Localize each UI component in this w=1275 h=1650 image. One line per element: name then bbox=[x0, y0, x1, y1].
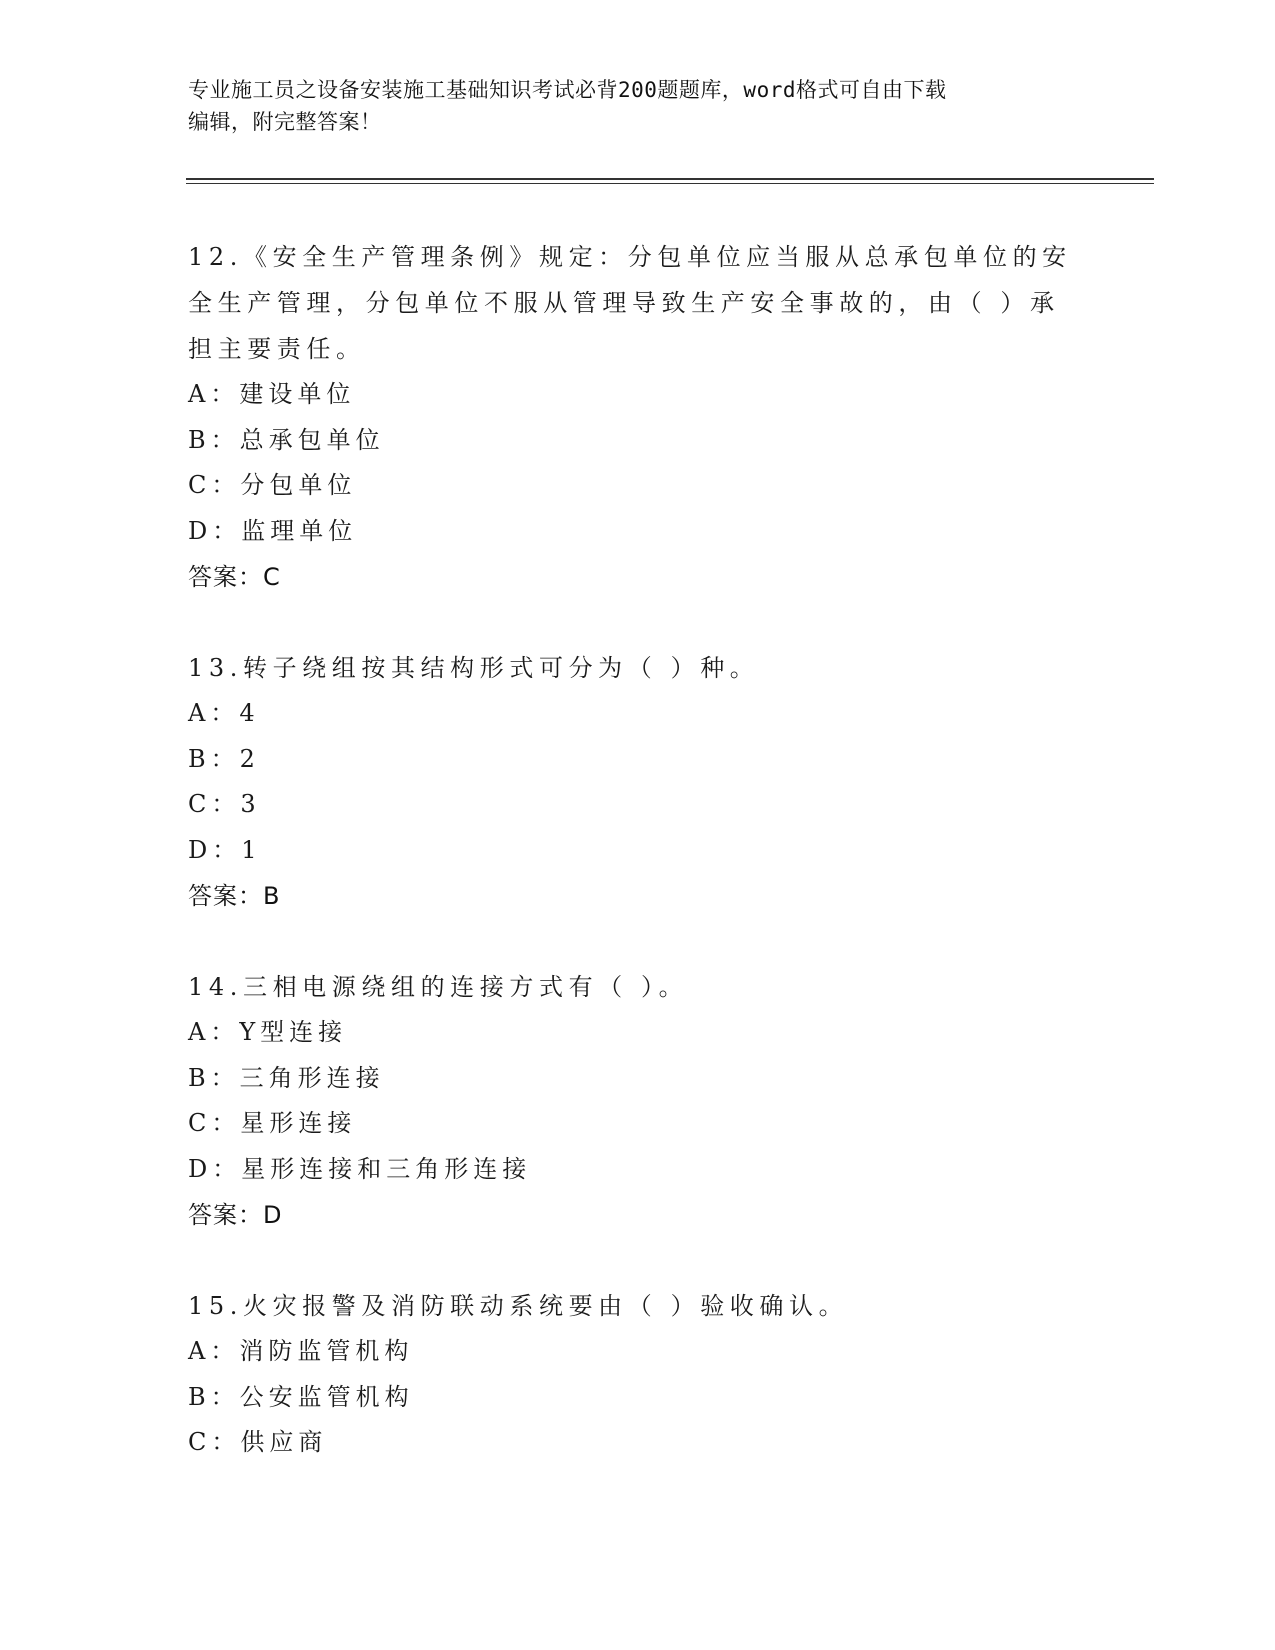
option-b: B：公安监管机构 bbox=[188, 1382, 414, 1411]
question-text: 13.转子绕组按其结构形式可分为（ ）种。 bbox=[188, 654, 760, 682]
header-divider-thin bbox=[186, 183, 1154, 184]
option-d: D：1 bbox=[188, 835, 262, 864]
option-b: B：总承包单位 bbox=[188, 425, 385, 454]
option-a: A：建设单位 bbox=[188, 380, 356, 408]
question-13 bbox=[188, 645, 1088, 919]
answer-label: 答案：D bbox=[188, 1201, 283, 1229]
question-text: 14.三相电源绕组的连接方式有（ ）。 bbox=[188, 973, 689, 1001]
question-list bbox=[188, 234, 1088, 1466]
option-d: D：星形连接和三角形连接 bbox=[188, 1154, 532, 1183]
option-c: C：供应商 bbox=[188, 1428, 328, 1456]
question-15 bbox=[188, 1283, 1088, 1466]
answer-label: 答案：B bbox=[188, 882, 281, 910]
option-a: A：Y型连接 bbox=[188, 1018, 348, 1046]
option-a: A：4 bbox=[188, 699, 260, 727]
document-header bbox=[188, 74, 1088, 138]
question-text: 15.火灾报警及消防联动系统要由（ ）验收确认。 bbox=[188, 1292, 849, 1320]
option-a: A：消防监管机构 bbox=[188, 1337, 414, 1365]
header-divider-thick bbox=[186, 178, 1154, 180]
option-b: B：2 bbox=[188, 744, 260, 773]
header-line-1: 专业施工员之设备安装施工基础知识考试必背200题题库，word格式可自由下载 bbox=[188, 78, 947, 102]
option-c: C：3 bbox=[188, 790, 261, 818]
header-line-2: 编辑，附完整答案！ bbox=[188, 110, 382, 134]
question-14 bbox=[188, 964, 1088, 1238]
option-c: C：分包单位 bbox=[188, 471, 357, 499]
question-spacer bbox=[188, 919, 1088, 964]
answer-label: 答案：C bbox=[188, 563, 281, 591]
question-spacer bbox=[188, 600, 1088, 645]
option-b: B：三角形连接 bbox=[188, 1063, 385, 1092]
question-text: 12.《安全生产管理条例》规定：分包单位应当服从总承包单位的安全生产管理，分包单位不服从管理导致生产安全事故的，由（ ）承担主要责任。 bbox=[188, 243, 1072, 363]
question-12 bbox=[188, 234, 1088, 600]
question-spacer bbox=[188, 1238, 1088, 1283]
option-d: D：监理单位 bbox=[188, 516, 358, 545]
option-c: C：星形连接 bbox=[188, 1109, 357, 1137]
